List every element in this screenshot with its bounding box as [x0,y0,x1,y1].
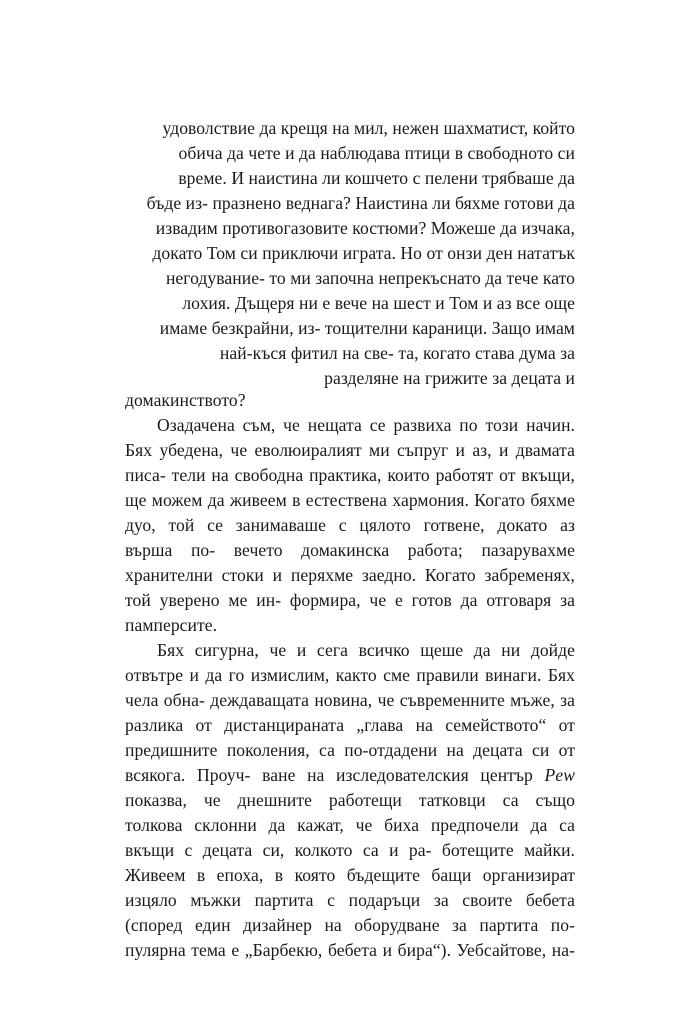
text-line: бъде из- празнено веднага? Наистина ли бяхме готови да [146,193,575,213]
paragraph-first-line: Озадачена съм, че нещата се развиха по този начин. [157,415,575,435]
text-line: памперсите. [125,615,218,635]
text-line: удоволствие да крещя на мил, нежен шахматист, който [162,118,575,138]
text-line: Бях убедена, че еволюиралият ми съпруг и аз, и двамата [125,440,575,460]
text-line: толкова склонни да кажат, че биха предпочели да са [125,815,575,835]
text-line: Живеем в епоха, в която бъдещите бащи организират [125,865,575,885]
text-line: той уверено ме ин- формира, че е готов да отговаря за [125,590,575,610]
text-line: дуо, той се занимаваше с цялото готвене, докато аз [125,515,575,535]
text-line-with-italic [125,763,575,787]
text-line: домакинството? [125,390,246,410]
text-line: писа- тели на свободна практика, които работят от вкъщи, [125,465,575,485]
text-line: чела обна- деждаващата новина, че съвременните мъже, за [125,690,575,710]
text-line: докато Том си приключи играта. Но от онзи ден нататък [152,243,575,263]
text-line: негодувание- то ми започна непрекъснато да тече като [165,268,575,288]
text-line: разделяне на грижите за децата и [324,368,575,388]
text-line: разлика от дистанцираната „глава на семейството“ от [125,715,575,735]
text-line: хранителни стоки и перяхме заедно. Когато забременях, [125,565,575,585]
text-line: време. И наистина ли кошчето с пелени трябваше да [178,168,575,188]
text-line: извадим противогазовите костюми? Можеше да изчака, [155,218,575,238]
text-line: най-къся фитил на све- та, когато става дума за [219,343,575,363]
text-line: лохия. Дъщеря ни е вече на шест и Том и аз все още [182,293,575,313]
text-line: показва, че днешните работещи татковци са също [125,790,575,810]
text-line: пулярна тема е „Барбекю, бебета и бира“). Уебсайтове, на- [125,940,575,960]
text-line: изцяло мъжки партита с подаръци за своите бебета [125,890,575,910]
paragraph-first-line: Бях сигурна, че и сега всичко щеше да ни дойде [157,640,575,660]
text-line: обича да чете и да наблюдава птици в свободното си [178,143,575,163]
text-line: върша по- вечето домакинска работа; пазарувахме [125,540,575,560]
text-segment: всякога. Проуч- ване на изследователския център [125,765,545,785]
text-line: ще можем да живеем в естествена хармония. Когато бяхме [125,490,575,510]
text-line: (според един дизайнер на оборудване за партита по- [125,915,575,935]
italic-word: Pew [544,765,575,785]
text-line: вкъщи с децата си, колкото са и ра- ботещите майки. [125,840,575,860]
text-line: предишните поколения, са по-отдадени на децата си от [125,740,575,760]
text-line: отвътре и да го измислим, както сме правили винаги. Бях [125,665,575,685]
text-line: имаме безкрайни, из- тощителни караници. Защо имам [159,318,575,338]
